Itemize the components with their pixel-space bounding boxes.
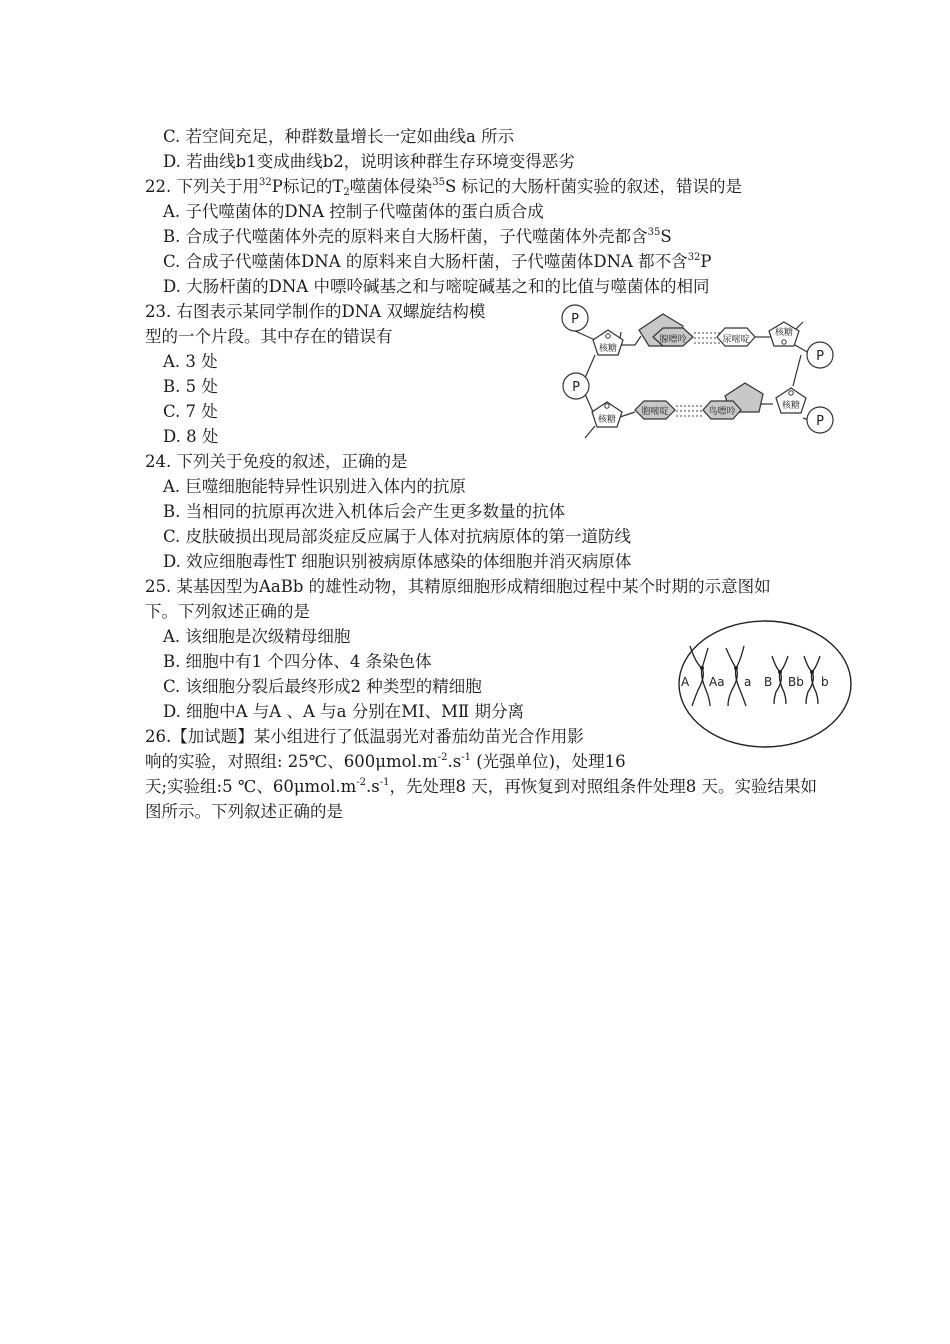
q24-option-a: A. 巨噬细胞能特异性识别进入体内的抗原 — [163, 477, 466, 496]
q22-option-a: A. 子代噬菌体的DNA 控制子代噬菌体的蛋白质合成 — [163, 202, 544, 221]
q22-option-d: D. 大肠杆菌的DNA 中嘌呤碱基之和与嘧啶碱基之和的比值与噬菌体的相同 — [163, 277, 710, 296]
q23-option-d: D. 8 处 — [163, 427, 219, 446]
q26-line3: 天;实验组:5 ℃、$60\mu mol.m^{-2}.s^{-1}$，先处理8 天，再恢复到对照组条件处理8 天。实验结果如 — [145, 777, 818, 796]
q26-line4: 图所示。下列叙述正确的是 — [145, 802, 343, 821]
allele-label: A — [681, 675, 690, 689]
q23-stem-line1: 23. 右图表示某同学制作的DNA 双螺旋结构模 — [145, 302, 486, 321]
q23-stem-line2: 型的一个片段。其中存在的错误有 — [145, 327, 393, 346]
q26-line1: 26.【加试题】某小组进行了低温弱光对番茄幼苗光合作用影 — [145, 727, 584, 746]
sugar-label: 核糖 — [597, 415, 617, 425]
sugar-label: 核糖 — [781, 401, 801, 411]
q24-option-b: B. 当相同的抗原再次进入机体后会产生更多数量的抗体 — [163, 502, 566, 521]
sugar-label: 核糖 — [598, 344, 618, 354]
q25-option-a: A. 该细胞是次级精母细胞 — [163, 627, 351, 646]
dna-model-figure — [555, 300, 845, 442]
phosphate-label: P — [816, 414, 824, 429]
q21-option-d: D. 若曲线b1变成曲线b2，说明该种群生存环境变得恶劣 — [163, 152, 575, 171]
phosphate-label: P — [816, 349, 824, 364]
q25-option-c: C. 该细胞分裂后最终形成2 种类型的精细胞 — [163, 677, 482, 696]
cell-division-figure — [676, 618, 854, 750]
cytosine-label: 胞嘧啶 — [641, 407, 669, 417]
q23-option-a: A. 3 处 — [163, 352, 218, 371]
q25-stem-line1: 25. 某基因型为AaBb 的雄性动物，其精原细胞形成精细胞过程中某个时期的示意图如 — [145, 577, 771, 596]
q25-option-d: D. 细胞中A 与A 、A 与a 分别在MⅠ、MⅡ 期分离 — [163, 702, 524, 721]
q23-option-b: B. 5 处 — [163, 377, 218, 396]
q24-option-c: C. 皮肤破损出现局部炎症反应属于人体对抗病原体的第一道防线 — [163, 527, 632, 546]
q24-stem: 24. 下列关于免疫的叙述，正确的是 — [145, 452, 408, 471]
q26-line2: 响的实验，对照组: 25℃、$600\mu mol.m^{-2}.s^{-1}$ (光强单位)，处理16 — [145, 752, 626, 771]
allele-label: b — [821, 675, 829, 689]
allele-label: B — [764, 675, 773, 689]
allele-label: Bb — [788, 675, 804, 689]
sugar-label: 核糖 — [774, 328, 794, 338]
allele-label: a — [744, 675, 752, 689]
q21-option-c: C. 若空间充足，种群数量增长一定如曲线a 所示 — [163, 127, 515, 146]
phosphate-label: P — [572, 380, 580, 395]
q24-option-d: D. 效应细胞毒性T 细胞识别被病原体感染的体细胞并消灭病原体 — [163, 552, 632, 571]
q22-stem: 22. 下列关于用$^{32}$P标记的$T_2$噬菌体侵染$^{35}$S 标记的大肠杆菌实验的叙述，错误的是 — [145, 177, 743, 198]
q23-option-c: C. 7 处 — [163, 402, 218, 421]
allele-label: Aa — [709, 675, 725, 689]
phosphate-label: P — [571, 312, 579, 327]
q22-option-c: C. 合成子代噬菌体DNA 的原料来自大肠杆菌，子代噬菌体DNA 都不含$^{32}$P — [163, 252, 712, 271]
guanine-label: 鸟嘌呤 — [708, 407, 736, 417]
q25-option-b: B. 细胞中有1 个四分体、4 条染色体 — [163, 652, 432, 671]
q25-stem-line2: 下。下列叙述正确的是 — [145, 602, 310, 621]
q22-option-b: B. 合成子代噬菌体外壳的原料来自大肠杆菌，子代噬菌体外壳都含$^{35}$S — [163, 227, 672, 246]
uracil-label: 尿嘧啶 — [722, 335, 750, 345]
adenine-label: 腺嘌呤 — [659, 335, 687, 345]
